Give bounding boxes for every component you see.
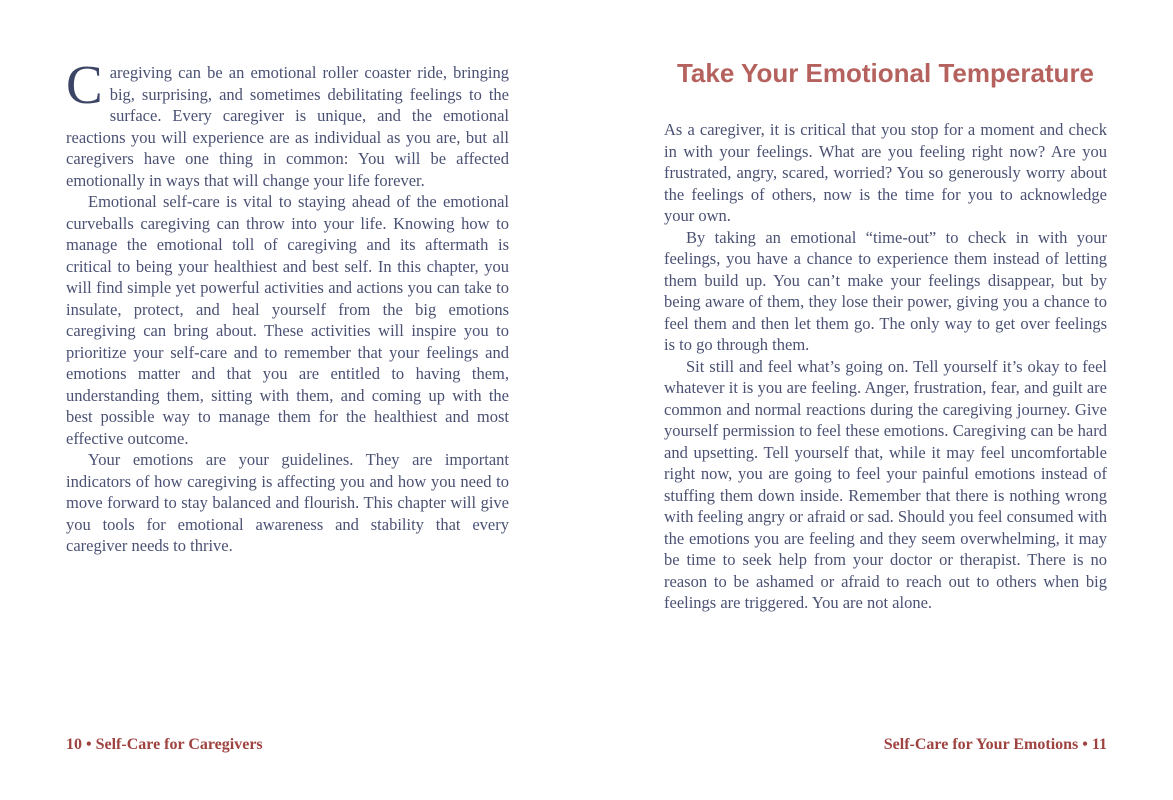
left-page bbox=[66, 54, 509, 557]
drop-cap: C bbox=[66, 54, 103, 115]
paragraph: Sit still and feel what’s going on. Tell yourself it’s okay to feel whatever it is you are feeling. Anger, frustration, fear, and guilt are common and normal reactions during the caregiving journey. Give yourself permission to feel these emotions. Caregiving can be hard and upsetting. Tell yourself that, while it may feel uncomfortable right now, you are going to feel your painful emotions instead of stuffing them down inside. Remember that there is nothing wrong with feeling angry or afraid or sad. Should you feel consumed with the emotions you are feeling and they seem overwhelming, it may be time to seek help from your doctor or therapist. There is no reason to be ashamed or afraid to reach out to others when big feelings are triggered. You are not alone. bbox=[664, 356, 1107, 612]
paragraph-text: aregiving can be an emotional roller coaster ride, bringing big, surprising, and sometimes debilitating feelings to the surface. Every caregiver is unique, and the emotional reactions you will experience are as individual as you are, but all caregivers have one thing in common: You will be affected emotionally in ways that will change your life forever. bbox=[66, 63, 509, 190]
right-page bbox=[664, 58, 1107, 614]
paragraph: As a caregiver, it is critical that you stop for a moment and check in with your feelings. What are you feeling right now? Are you frustrated, angry, scared, worried? You so generously worry about the feelings of others, now is the time for you to acknowledge your own. bbox=[664, 120, 1107, 225]
paragraph: Emotional self-care is vital to staying ahead of the emotional curveballs caregiving can throw into your life. Knowing how to manage the emotional toll of caregiving and its aftermath is critical to being your healthiest and best self. In this chapter, you will find simple yet powerful activities and actions you can take to insulate, protect, and heal yourself from the big emotions caregiving can bring about. These activities will inspire you to prioritize your self-care and to remember that your feelings and emotions matter and that you are entitled to having them, understanding them, sitting with them, and coming up with the best possible way to manage them for the healthiest and most effective outcome. bbox=[66, 192, 509, 448]
section-heading: Take Your Emotional Temperature bbox=[676, 58, 1095, 88]
paragraph: Your emotions are your guidelines. They are important indicators of how caregiving is affecting you and how you need to move forward to stay balanced and flourish. This chapter will give you tools for emotional awareness and stability that every caregiver needs to thrive. bbox=[66, 450, 509, 555]
paragraph: By taking an emotional “time-out” to check in with your feelings, you have a chance to experience them instead of letting them build up. You can’t make your feelings disappear, but by being aware of them, they lose their power, giving you a chance to feel them and then let them go. The only way to get over feelings is to go through them. bbox=[664, 227, 1107, 354]
left-running-footer: 10 • Self-Care for Caregivers bbox=[66, 736, 263, 753]
right-running-footer: Self-Care for Your Emotions • 11 bbox=[883, 736, 1107, 753]
paragraph bbox=[66, 54, 509, 191]
